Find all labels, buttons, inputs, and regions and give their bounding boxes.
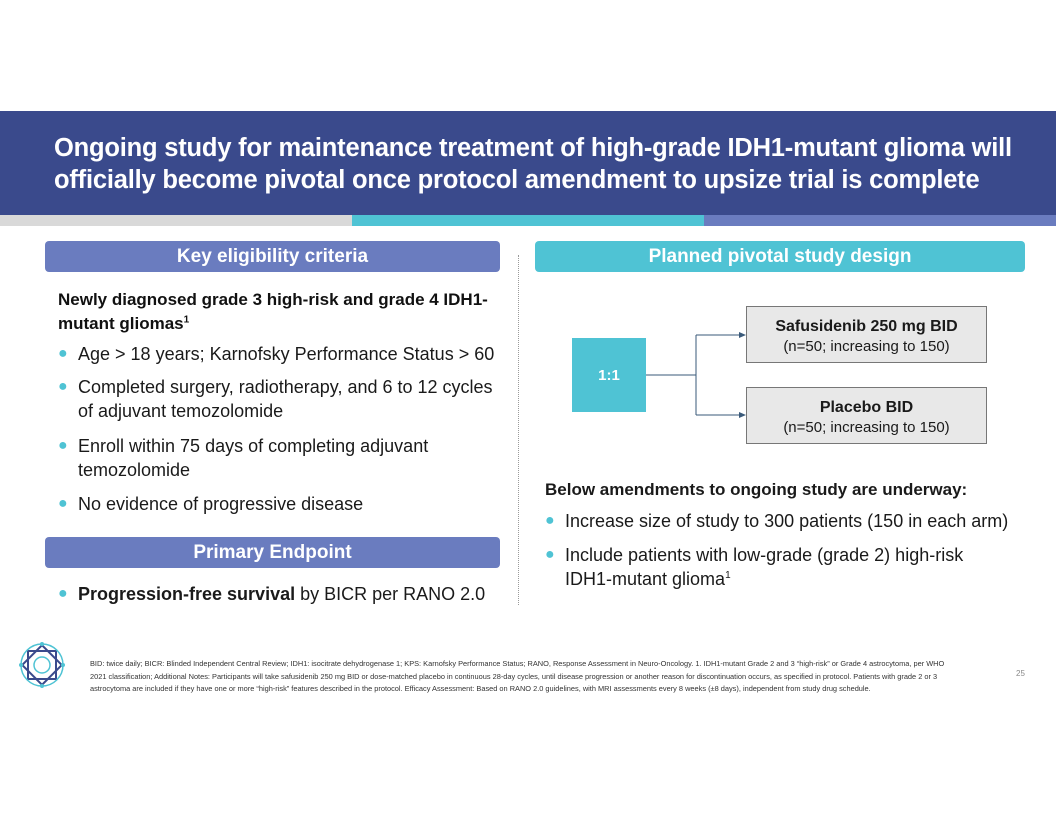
eligibility-heading-text: Newly diagnosed grade 3 high-risk and grade 4 IDH1-mutant gliomas xyxy=(58,290,488,333)
footnote: BID: twice daily; BICR: Blinded Independent Central Review; IDH1: isocitrate dehydrogenase 1; KPS: Karnofsky Performance Status; RANO, Response Assessment in Neuro-Oncology. 1. IDH1-mutant Grade 2 and 3 “high-risk” or Grade 4 astrocytoma, per WHO 2021 classification; Additional Notes: Participants will take safusidenib 250 mg BID or dose-matched placebo in continuous 28-day cycles, until disease progression or another reason for discontinuation occurs, as specified in protocol. Patients with grade 2 or 3 astrocytoma are included if they have one or more “high-risk” features described in the protocol. Efficacy Assessment: Based on RANO 2.0 guidelines, with MRI assessments every 8 weeks (±8 days), independent from study drug schedule. xyxy=(90,659,945,693)
eligibility-bullet-text: No evidence of progressive disease xyxy=(78,494,364,514)
bullet-dot-icon: ● xyxy=(58,378,68,395)
bullet-dot-icon: ● xyxy=(58,495,68,512)
primary-endpoint-header: Primary Endpoint xyxy=(45,537,500,568)
randomization-connector xyxy=(646,330,748,420)
slide-title: Ongoing study for maintenance treatment of high-grade IDH1-mutant glioma will officially become pivotal once protocol amendment to upsize trial is complete xyxy=(54,134,1012,194)
placebo-arm-n: (n=50; increasing to 150) xyxy=(783,419,950,436)
placebo-arm-box xyxy=(746,387,987,444)
eligibility-bullet xyxy=(58,434,478,482)
study-design-header: Planned pivotal study design xyxy=(535,241,1025,272)
page-number: 25 xyxy=(1016,669,1025,678)
randomization-ratio: 1:1 xyxy=(572,338,646,412)
eligibility-heading-footnote-ref: 1 xyxy=(183,314,190,326)
accent-stripe-gray xyxy=(0,215,352,226)
treatment-arm-n: (n=50; increasing to 150) xyxy=(783,338,950,355)
bullet-dot-icon: ● xyxy=(58,437,68,454)
amendment-bullet xyxy=(545,543,995,591)
eligibility-bullet xyxy=(58,492,508,516)
treatment-arm-box xyxy=(746,306,987,363)
accent-stripe-blue xyxy=(704,215,1056,226)
amendment-bullet-text: Include patients with low-grade (grade 2) high-risk IDH1-mutant glioma xyxy=(565,545,964,589)
arrowhead-icon xyxy=(739,332,746,338)
eligibility-bullet-text: Completed surgery, radiotherapy, and 6 to 12 cycles of adjuvant temozolomide xyxy=(78,377,493,421)
endpoint-rest-text: by BICR per RANO 2.0 xyxy=(295,584,486,604)
amendment-footnote-ref: 1 xyxy=(725,570,731,581)
column-divider xyxy=(518,255,519,605)
eligibility-bullet-text: Enroll within 75 days of completing adjuvant temozolomide xyxy=(78,436,429,480)
eligibility-bullet xyxy=(58,375,508,423)
treatment-arm-name: Safusidenib 250 mg BID xyxy=(775,318,958,335)
bullet-dot-icon: ● xyxy=(545,512,555,529)
eligibility-header: Key eligibility criteria xyxy=(45,241,500,272)
amendments-heading: Below amendments to ongoing study are underway: xyxy=(545,480,968,499)
amendment-bullet-text: Increase size of study to 300 patients (150 in each arm) xyxy=(565,511,1009,531)
eligibility-heading xyxy=(58,288,508,336)
endpoint-bullet xyxy=(58,582,518,606)
placebo-arm-name: Placebo BID xyxy=(819,399,914,416)
bullet-dot-icon: ● xyxy=(58,345,68,362)
endpoint-bold-text: Progression-free survival xyxy=(78,584,296,604)
accent-stripe-cyan xyxy=(352,215,704,226)
eligibility-bullet-text: Age > 18 years; Karnofsky Performance Status > 60 xyxy=(78,344,495,364)
bullet-dot-icon: ● xyxy=(58,585,68,602)
ornamental-star-logo-icon xyxy=(18,641,66,689)
arrowhead-icon xyxy=(739,412,746,418)
amendment-bullet xyxy=(545,509,1035,533)
bullet-dot-icon: ● xyxy=(545,546,555,563)
eligibility-bullet xyxy=(58,342,518,366)
